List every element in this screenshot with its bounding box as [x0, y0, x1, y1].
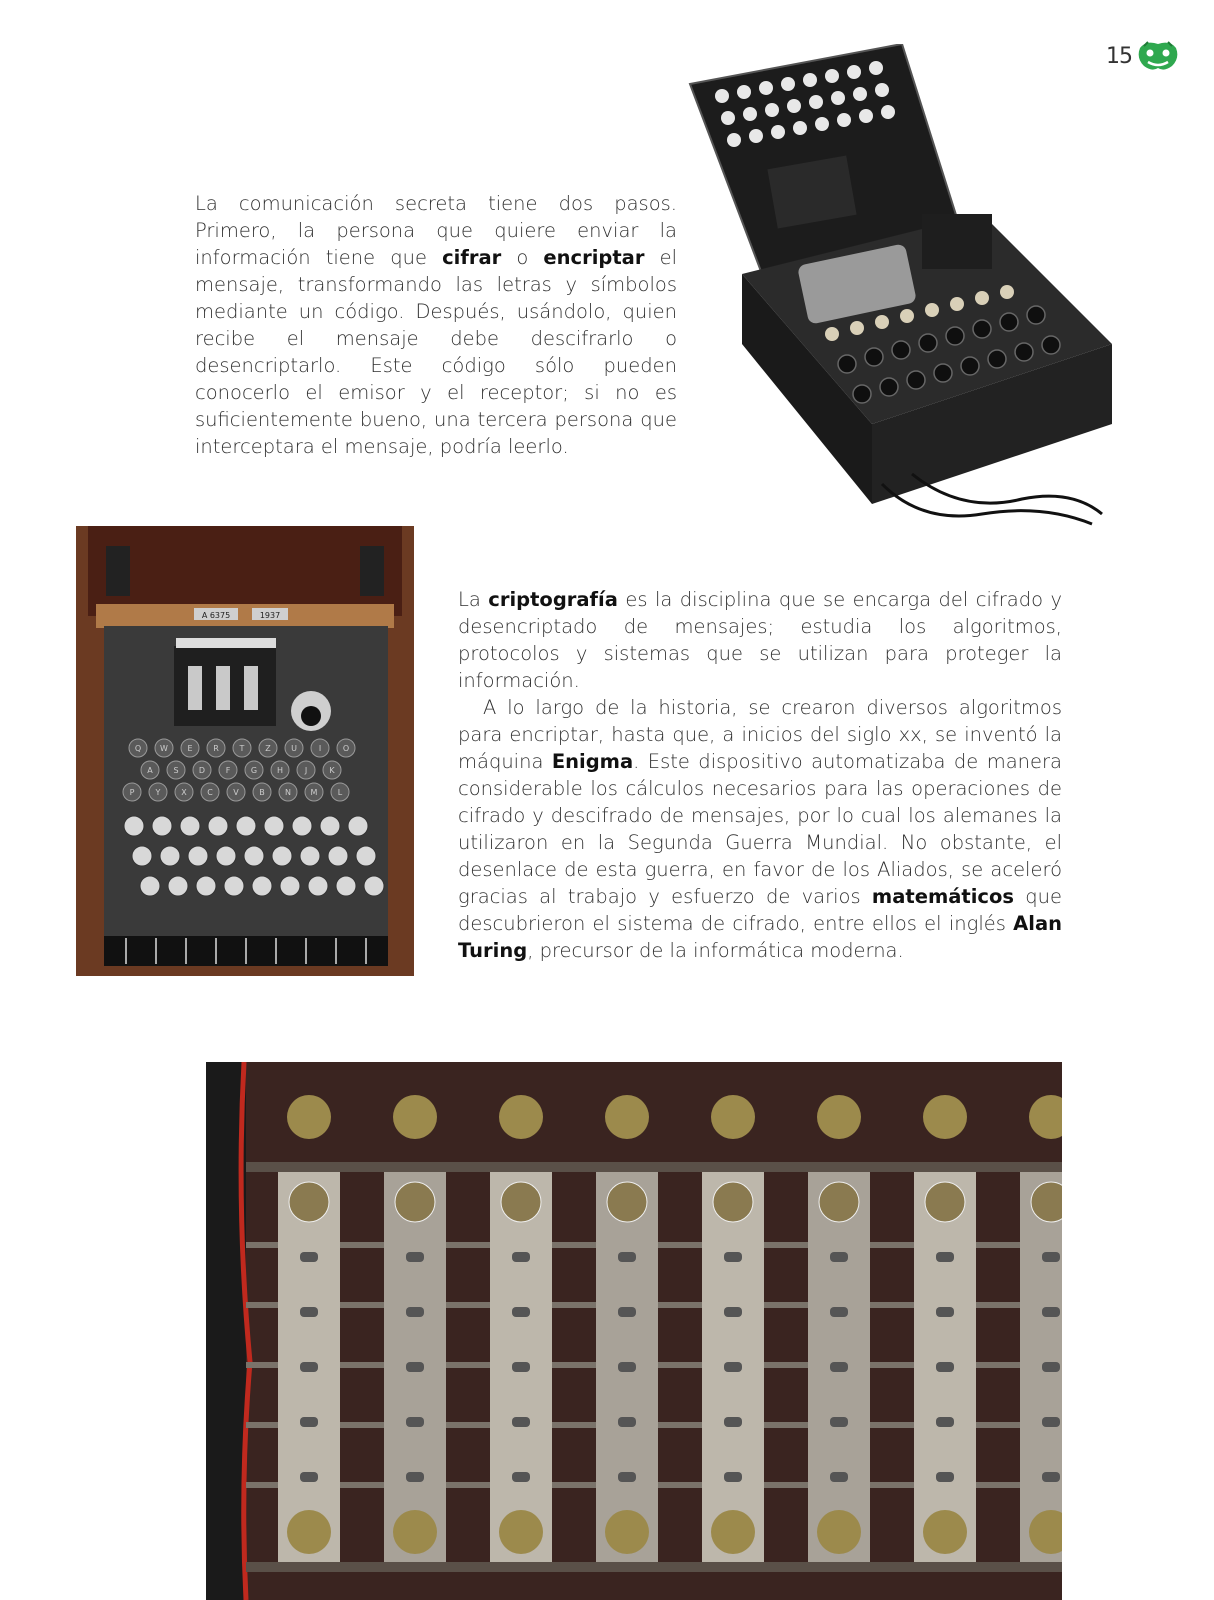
lamp-label-D: D	[198, 766, 206, 775]
bombe-slot	[618, 1472, 636, 1482]
lamp-label-H: H	[276, 766, 284, 775]
lamp-label-M: M	[310, 788, 318, 797]
bombe-slot	[512, 1472, 530, 1482]
bombe-drum	[819, 1182, 859, 1222]
lamp-label-Y: Y	[155, 788, 161, 797]
key	[348, 816, 368, 836]
bombe-slot	[830, 1307, 848, 1317]
lamp-label-X: X	[181, 788, 187, 797]
intro-paragraph: La comunicación secreta tiene dos pasos. Primero, la persona que quiere enviar la información tiene que cifrar o encriptar el mensaje, transformando las letras y símbolos mediante un código. Después, usándolo, quien recibe el mensaje debe descifrarlo o desencriptarlo. Este código sólo pueden conocerlo el emisor y el receptor; si no es suficientemente bueno, una tercera persona que interceptara el mensaje, podría leerlo.	[195, 192, 677, 458]
bombe-illustration	[206, 1062, 1062, 1600]
lamp-label-O: O	[342, 744, 350, 753]
enigma-serial-label: A 6375	[201, 611, 231, 620]
bombe-slot	[1042, 1417, 1060, 1427]
key	[196, 876, 216, 896]
bombe-drum	[925, 1182, 965, 1222]
bombe-slot	[300, 1362, 318, 1372]
key	[180, 816, 200, 836]
key	[160, 846, 180, 866]
criptografia-paragraph: La criptografía es la disciplina que se encarga del cifrado y desencriptado de mensajes; estudia los algoritmos, protocolos y sistemas que se utilizan para proteger la información.	[458, 588, 1063, 692]
bombe-brush-star	[499, 1510, 543, 1554]
bombe-slot	[512, 1307, 530, 1317]
lamp-label-E: E	[187, 744, 193, 753]
lamp-label-Q: Q	[134, 744, 142, 753]
term-criptografia: criptografía	[488, 588, 618, 611]
bombe-slot	[724, 1252, 742, 1262]
term-matematicos: matemáticos	[871, 885, 1014, 908]
lamp-label-W: W	[160, 744, 168, 753]
bombe-slot	[830, 1362, 848, 1372]
key	[216, 846, 236, 866]
lamp-label-T: T	[239, 744, 245, 753]
bombe-brush-star	[605, 1095, 649, 1139]
key	[264, 816, 284, 836]
enigma-year-label: 1937	[259, 611, 281, 620]
bombe-slot	[618, 1362, 636, 1372]
bombe-slot	[830, 1252, 848, 1262]
bombe-slot	[300, 1472, 318, 1482]
bombe-slot	[936, 1307, 954, 1317]
key	[364, 876, 384, 896]
key	[236, 816, 256, 836]
bombe-slot	[512, 1417, 530, 1427]
enigma-box-illustration	[682, 44, 1134, 534]
key	[320, 816, 340, 836]
lamp-label-R: R	[213, 744, 219, 753]
green-mask-logo-icon	[1136, 38, 1180, 74]
key	[328, 846, 348, 866]
bombe-brush-star	[711, 1510, 755, 1554]
key	[300, 846, 320, 866]
bombe-drum	[713, 1182, 753, 1222]
bombe-machine-photo	[206, 1062, 1062, 1600]
bombe-slot	[618, 1417, 636, 1427]
lamp-label-P: P	[129, 788, 135, 797]
bombe-slot	[724, 1362, 742, 1372]
bombe-brush-star	[711, 1095, 755, 1139]
bombe-slot	[830, 1417, 848, 1427]
term-cifrar: cifrar	[442, 246, 502, 269]
bombe-slot	[618, 1307, 636, 1317]
bombe-slot	[1042, 1472, 1060, 1482]
lamp-label-S: S	[173, 766, 179, 775]
key	[224, 876, 244, 896]
bombe-drum	[501, 1182, 541, 1222]
bombe-slot	[724, 1417, 742, 1427]
bombe-slot	[936, 1362, 954, 1372]
bombe-drum	[289, 1182, 329, 1222]
bombe-drum	[395, 1182, 435, 1222]
bombe-slot	[406, 1417, 424, 1427]
key	[308, 876, 328, 896]
term-encriptar: encriptar	[543, 246, 645, 269]
bombe-brush-star	[817, 1510, 861, 1554]
bombe-brush-star	[923, 1510, 967, 1554]
key	[140, 876, 160, 896]
key	[208, 816, 228, 836]
enigma-box-photo	[682, 44, 1134, 534]
bombe-drum	[607, 1182, 647, 1222]
bombe-slot	[1042, 1252, 1060, 1262]
lamp-label-I: I	[318, 744, 322, 753]
bombe-brush-star	[287, 1510, 331, 1554]
lamp-label-Z: Z	[265, 744, 271, 753]
key	[252, 876, 272, 896]
bombe-slot	[1042, 1307, 1060, 1317]
lamp-label-A: A	[147, 766, 153, 775]
bombe-brush-star	[817, 1095, 861, 1139]
bombe-slot	[936, 1252, 954, 1262]
bombe-brush-star	[923, 1095, 967, 1139]
key	[168, 876, 188, 896]
bombe-slot	[300, 1252, 318, 1262]
bombe-slot	[936, 1417, 954, 1427]
bombe-slot	[830, 1472, 848, 1482]
bombe-slot	[300, 1307, 318, 1317]
bombe-slot	[512, 1252, 530, 1262]
key	[280, 876, 300, 896]
lamp-label-U: U	[291, 744, 297, 753]
bombe-slot	[618, 1252, 636, 1262]
key	[336, 876, 356, 896]
bombe-brush-star	[287, 1095, 331, 1139]
lamp-label-N: N	[285, 788, 291, 797]
bombe-brush-star	[393, 1095, 437, 1139]
lamp-label-C: C	[207, 788, 213, 797]
lamp-label-J: J	[304, 766, 308, 775]
lamp-label-B: B	[259, 788, 265, 797]
bombe-brush-star	[393, 1510, 437, 1554]
term-enigma: Enigma	[551, 750, 634, 773]
key	[132, 846, 152, 866]
bombe-slot	[936, 1472, 954, 1482]
lamp-label-K: K	[329, 766, 335, 775]
page-number: 15	[1106, 44, 1132, 69]
key	[152, 816, 172, 836]
lamp-label-F: F	[225, 766, 231, 775]
bombe-brush-star	[605, 1510, 649, 1554]
key	[244, 846, 264, 866]
enigma-top-photo	[76, 526, 414, 976]
key	[272, 846, 292, 866]
bombe-slot	[512, 1362, 530, 1372]
key	[188, 846, 208, 866]
bombe-slot	[724, 1472, 742, 1482]
history-paragraph: A lo largo de la historia, se crearon diversos algoritmos para encriptar, hasta que, a inicios del siglo xx, se inventó la máquina Enigma. Este dispositivo automatizaba de manera considerable los cálculos necesarios para las operaciones de cifrado y descifrado de mensajes, por lo cual los alemanes la utilizaron en la Segunda Guerra Mundial. No obstante, el desenlace de esta guerra, en favor de los Aliados, se aceleró gracias al trabajo y esfuerzo de varios matemáticos que descubrieron el sistema de cifrado, entre ellos el inglés Alan Turing, precursor de la informática moderna.	[458, 696, 1062, 962]
bombe-slot	[406, 1307, 424, 1317]
bombe-slot	[724, 1307, 742, 1317]
key	[356, 846, 376, 866]
term-alan-turing: Alan Turing	[458, 912, 1062, 962]
key	[292, 816, 312, 836]
enigma-top-illustration	[76, 526, 414, 976]
bombe-brush-star	[499, 1095, 543, 1139]
bombe-slot	[406, 1362, 424, 1372]
lamp-label-G: G	[250, 766, 258, 775]
lamp-label-L: L	[337, 788, 343, 797]
key	[124, 816, 144, 836]
bombe-slot	[300, 1417, 318, 1427]
bombe-slot	[406, 1472, 424, 1482]
bombe-slot	[406, 1252, 424, 1262]
lamp-label-V: V	[233, 788, 239, 797]
bombe-slot	[1042, 1362, 1060, 1372]
